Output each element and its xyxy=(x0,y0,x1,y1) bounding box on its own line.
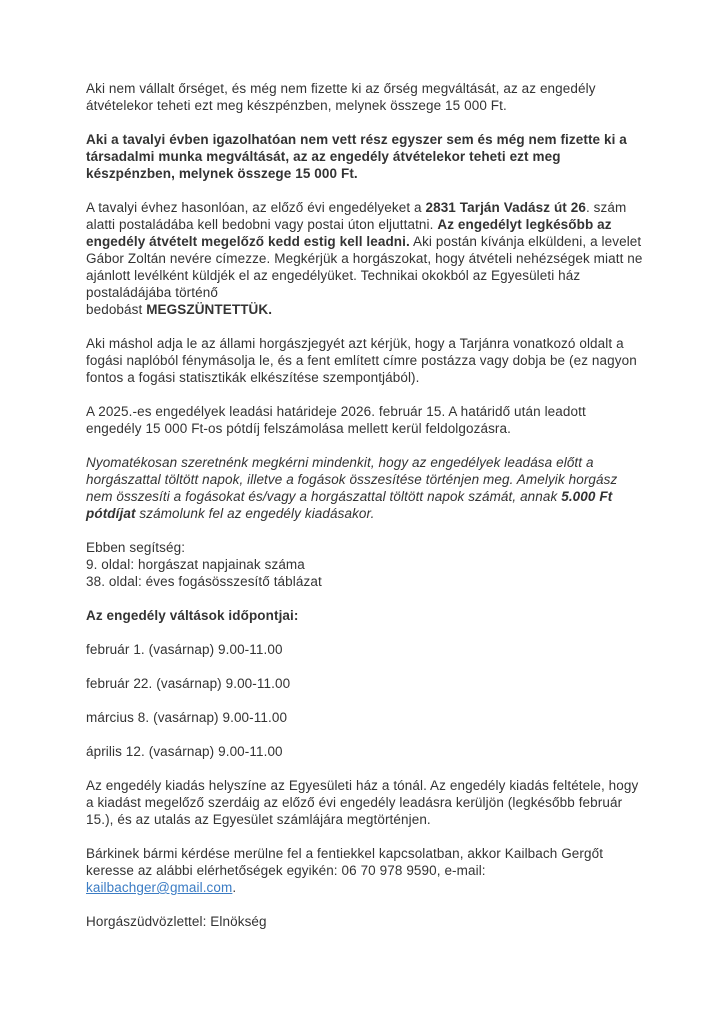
para-tarsadalmi-munka xyxy=(86,131,643,182)
date-line-3 xyxy=(86,709,643,726)
text-run: Ebben segítség: xyxy=(86,540,186,555)
text-run: Az engedély kiadás helyszíne az Egyesületi ház a tónál. Az engedély kiadás feltétele, hogy a kiadást megelőző szerdáig az előző évi engedély leadásra kerüljön (legkésőbb február 15.), és az utalás az Egyesület számlájára megtörténjen. xyxy=(86,778,639,827)
text-run: Az engedélyt legkésőbb az engedély átvételt megelőző kedd estig kell leadni. xyxy=(86,217,612,249)
date-line-1 xyxy=(86,641,643,658)
text-run: Aki nem vállalt őrséget, és még nem fizette ki az őrség megváltását, az az engedély átvételekor teheti ezt meg készpénzben, melynek összege 15 000 Ft. xyxy=(86,81,596,113)
text-run: . xyxy=(232,880,237,895)
text-run: Aki a tavalyi évben igazolhatóan nem vett rész egyszer sem és még nem fizette ki a társadalmi munka megváltását, az az engedély átvételekor teheti ezt meg készpénzben, melynek összege 15 000 Ft. xyxy=(86,132,627,181)
para-ebben-segitseg xyxy=(86,539,643,590)
para-zaras xyxy=(86,913,643,930)
date-line-2 xyxy=(86,675,643,692)
para-engedely-leadas xyxy=(86,199,643,318)
date-line-4 xyxy=(86,743,643,760)
text-run: MEGSZÜNTETTÜK. xyxy=(146,302,273,317)
text-run: Bárkinek bármi kérdése merülne fel a fentiekkel kapcsolatban, akkor Kailbach Gergőt keresse az alábbi elérhetőségek egyikén: 06 70 978 9590, e-mail: xyxy=(86,846,604,878)
text-run: Aki máshol adja le az állami horgászjegyét azt kérjük, hogy a Tarjánra vonatkozó oldalt a fogási naplóból fénymásolja le, és a fent említett címre postázza vagy dobja be (ez nagyon fontos a fogási statisztikák elkészítése szempontjából). xyxy=(86,336,637,385)
text-run: február 22. (vasárnap) 9.00-11.00 xyxy=(86,676,291,691)
text-run: A tavalyi évhez hasonlóan, az előző évi engedélyeket a xyxy=(86,200,426,215)
text-run: számolunk fel az engedély kiadásakor. xyxy=(135,506,375,521)
text-run: március 8. (vasárnap) 9.00-11.00 xyxy=(86,710,288,725)
text-run: 38. oldal: éves fogásösszesítő táblázat xyxy=(86,574,322,589)
para-elerhetosegek xyxy=(86,845,643,896)
text-run: bedobást xyxy=(86,302,147,317)
text-run: Az engedély váltások időpontjai: xyxy=(86,608,299,623)
text-run: 5.000 Ft pótdíjat xyxy=(86,489,613,521)
para-leadasi-hatarido xyxy=(86,403,643,437)
heading-valtasok-idopontjai xyxy=(86,607,643,624)
text-run: . szám alatti postaládába kell bedobni vagy postai úton eljuttatni. xyxy=(86,200,627,232)
para-osszesites-felhivas xyxy=(86,454,643,522)
document-content xyxy=(86,80,643,930)
text-run: 2831 Tarján Vadász út 26 xyxy=(425,200,586,215)
text-run: 9. oldal: horgászat napjainak száma xyxy=(86,557,305,572)
text-run: Nyomatékosan szeretnénk megkérni mindenkit, hogy az engedélyek leadása előtt a horgászattal töltött napok, illetve a fogások összesítése történjen meg. Amelyik horgász nem összesíti a fogásokat és/vagy a horgászattal töltött napok számát, annak xyxy=(86,455,618,504)
para-orseg-megvaltas xyxy=(86,80,643,114)
text-run: április 12. (vasárnap) 9.00-11.00 xyxy=(86,744,283,759)
para-kiadas-helyszine xyxy=(86,777,643,828)
email-link[interactable]: kailbachger@gmail.com xyxy=(86,880,233,895)
text-run: Horgászüdvözlettel: Elnökség xyxy=(86,914,267,929)
text-run: A 2025.-es engedélyek leadási határideje 2026. február 15. A határidő után leadott engedély 15 000 Ft-os pótdíj felszámolása mellett kerül feldolgozásra. xyxy=(86,404,586,436)
text-run: február 1. (vasárnap) 9.00-11.00 xyxy=(86,642,283,657)
text-run: Aki postán kívánja elküldeni, a levelet Gábor Zoltán nevére címezze. Megkérjük a horgászokat, hogy átvételi nehézségek miatt ne ajánlott levélként küldjék el az engedélyüket. Technikai okokból az Egyesületi ház postaládájába történő xyxy=(86,234,643,300)
para-allami-horgaszjegy xyxy=(86,335,643,386)
